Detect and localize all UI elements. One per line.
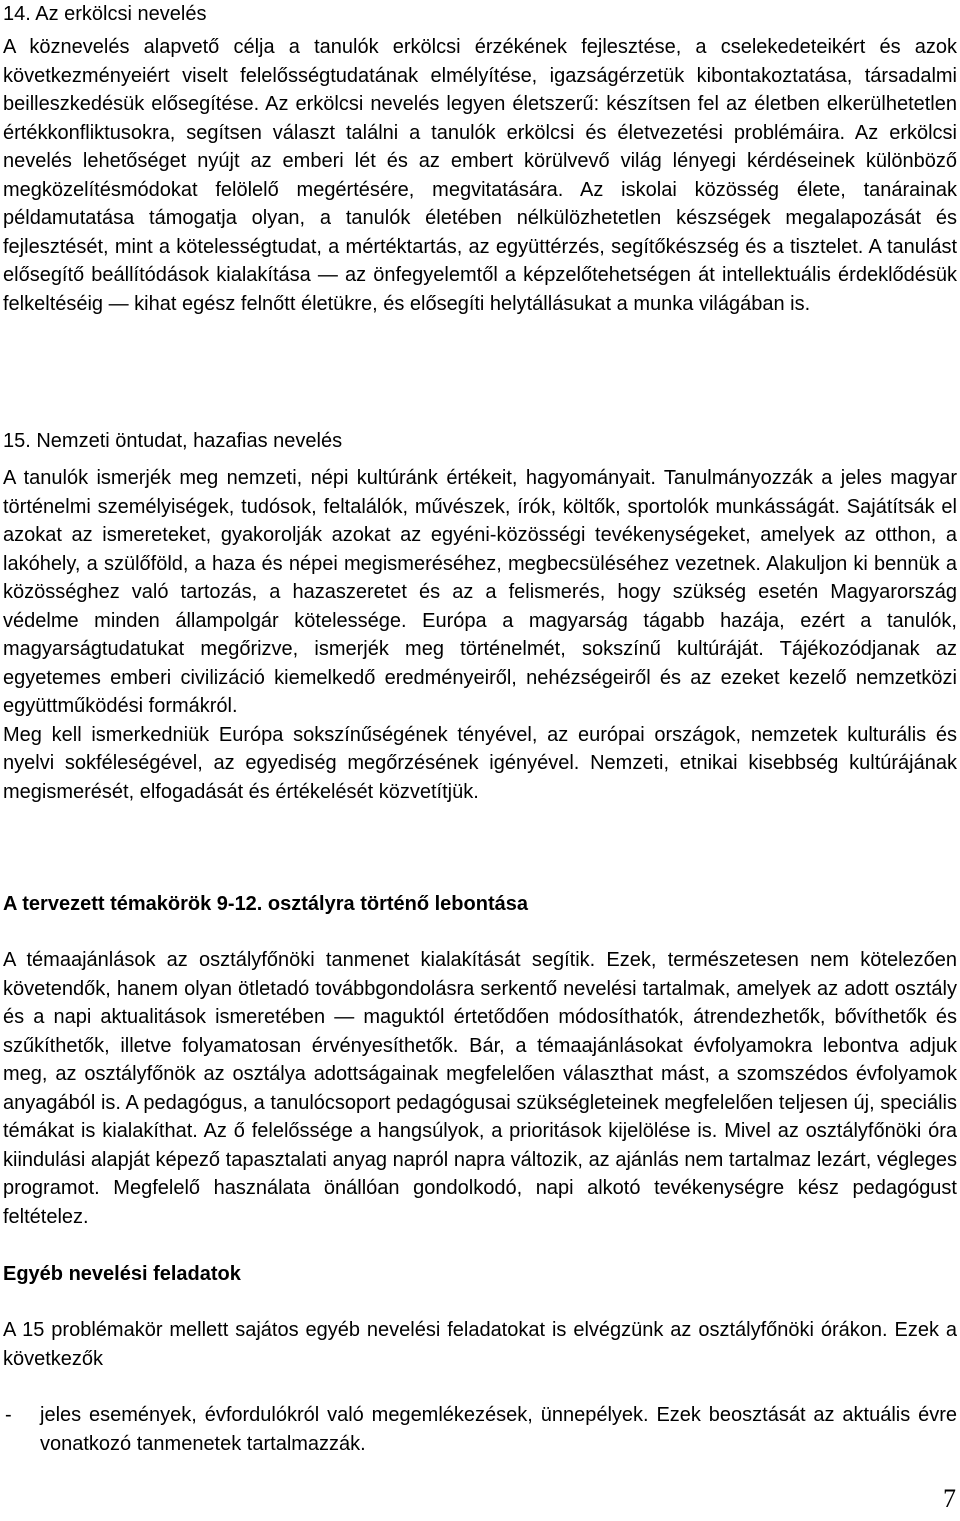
section-15-paragraph: A tanulók ismerjék meg nemzeti, népi kultúránk értékeit, hagyományait. Tanulmányozzák a jeles magyar történelmi személyiségek, tudósok, feltalálók, művészek, írók, költők, sportolók munkásságát. Sajátítsák el azokat az ismereteket, gyakorolják azokat az egyéni-közösségi tevékenységeket, amelyek az otthon, a lakóhely, a szülőföld, a haza és népei megismeréséhez, megbecsüléséhez vezetnek. Alakuljon ki bennük a közösséghez való tartozás, a hazaszeretet és az a felismerés, hogy szükség esetén Magyarország védelme minden állampolgár kötelessége. Európa a magyarság tágabb hazája, ezért a tanulók, magyarságtudatukat megőrizve, ismerjék meg történelmét, sokszínű kultúráját. Tájékozódjanak az egyetemes emberi civilizáció kiemelkedő eredményeiről, nehézségeiről és az ezeket kezelő nemzetközi együttműködési formákról. xyxy=(3,467,957,717)
section-15-heading: 15. Nemzeti öntudat, hazafias nevelés xyxy=(3,430,343,452)
list-item xyxy=(3,1401,957,1458)
other-tasks-heading: Egyéb nevelési feladatok xyxy=(3,1263,241,1285)
section-15-paragraph: Meg kell ismerkedniük Európa sokszínűségének tényével, az európai országok, nemzetek kulturális és nyelvi sokféleségével, az egyediség megőrzésének igényével. Nemzeti, etnikai kisebbség kultúrájának megismerését, elfogadását és értékelését közvetítjük. xyxy=(3,723,957,803)
section-14-paragraph: A köznevelés alapvető célja a tanulók erkölcsi érzékének fejlesztése, a cselekedeteikért és azok következményeiért viselt felelősségtudatának elmélyítése, igazságérzetük kibontakoztatása, társadalmi beilleszkedésük elősegítése. Az erkölcsi nevelés legyen életszerű: készítsen fel az életben elkerülhetetlen értékkonfliktusokra, segítsen választ találni a tanulók erkölcsi és életvezetési problémáira. Az erkölcsi nevelés lehetőséget nyújt az emberi lét és az embert körülvevő világ lényegi kérdéseinek különböző megközelítésmódokat felölelő megértésére, megvitatására. Az iskolai közösség élete, tanárainak példamutatása támogatja olyan, a tanulók életében nélkülözhetetlen készségek megalapozását és fejlesztését, mint a kötelességtudat, a mértéktartás, az együttérzés, segítőkészség és a tisztelet. A tanulást elősegítő beállítódások kialakítása — az önfegyelemtől a képzelőtehetségen át intellektuális érdeklődésük felkeltéséig — kihat egész felnőtt életükre, és elősegíti helytállásukat a munka világában is. xyxy=(3,36,957,315)
list-item-text: jeles események, évfordulókról való megemlékezések, ünnepélyek. Ezek beosztását az aktuális évre vonatkozó tanmenetek tartalmazzák. xyxy=(40,1404,957,1455)
page-number: 7 xyxy=(943,1484,956,1513)
section-14-heading: 14. Az erkölcsi nevelés xyxy=(3,3,207,25)
section-15-body xyxy=(3,464,957,806)
list-bullet: - xyxy=(5,1404,12,1426)
plan-heading: A tervezett témakörök 9-12. osztályra történő lebontása xyxy=(3,893,528,915)
other-tasks-paragraph: A 15 problémakör mellett sajátos egyéb nevelési feladatokat is elvégzünk az osztályfőnöki órákon. Ezek a következők xyxy=(3,1319,957,1370)
other-tasks-list xyxy=(3,1401,957,1458)
plan-paragraph: A témaajánlások az osztályfőnöki tanmenet kialakítását segítik. Ezek, természetesen nem kötelezően követendők, hanem olyan ötletadó továbbgondolásra serkentő nevelési tartalmak, amelyek az adott osztály és a napi aktualitások ismeretében — maguktól értetődően módosíthatók, átrendezhetők, bővíthetők és szűkíthetők, illetve folyamatosan érvényesíthetők. Bár, a témaajánlásokat évfolyamokra lebontva adjuk meg, az osztályfőnök az osztálya adottságainak megfelelően választhat mást, a szomszédos évfolyamok anyagából is. A pedagógus, a tanulócsoport pedagógusai szükségleteinek megfelelően teljesen új, speciális témákat is kialakíthat. Az ő felelőssége a hangsúlyok, a prioritások kijelölése is. Mivel az osztályfőnöki óra kiindulási alapját képező tapasztalati anyag napról napra változik, az ajánlás nem tartalmaz lezárt, végleges programot. Megfelelő használata önállóan gondolkodó, napi alkotó tevékenységre kész pedagógust feltételez. xyxy=(3,949,957,1228)
